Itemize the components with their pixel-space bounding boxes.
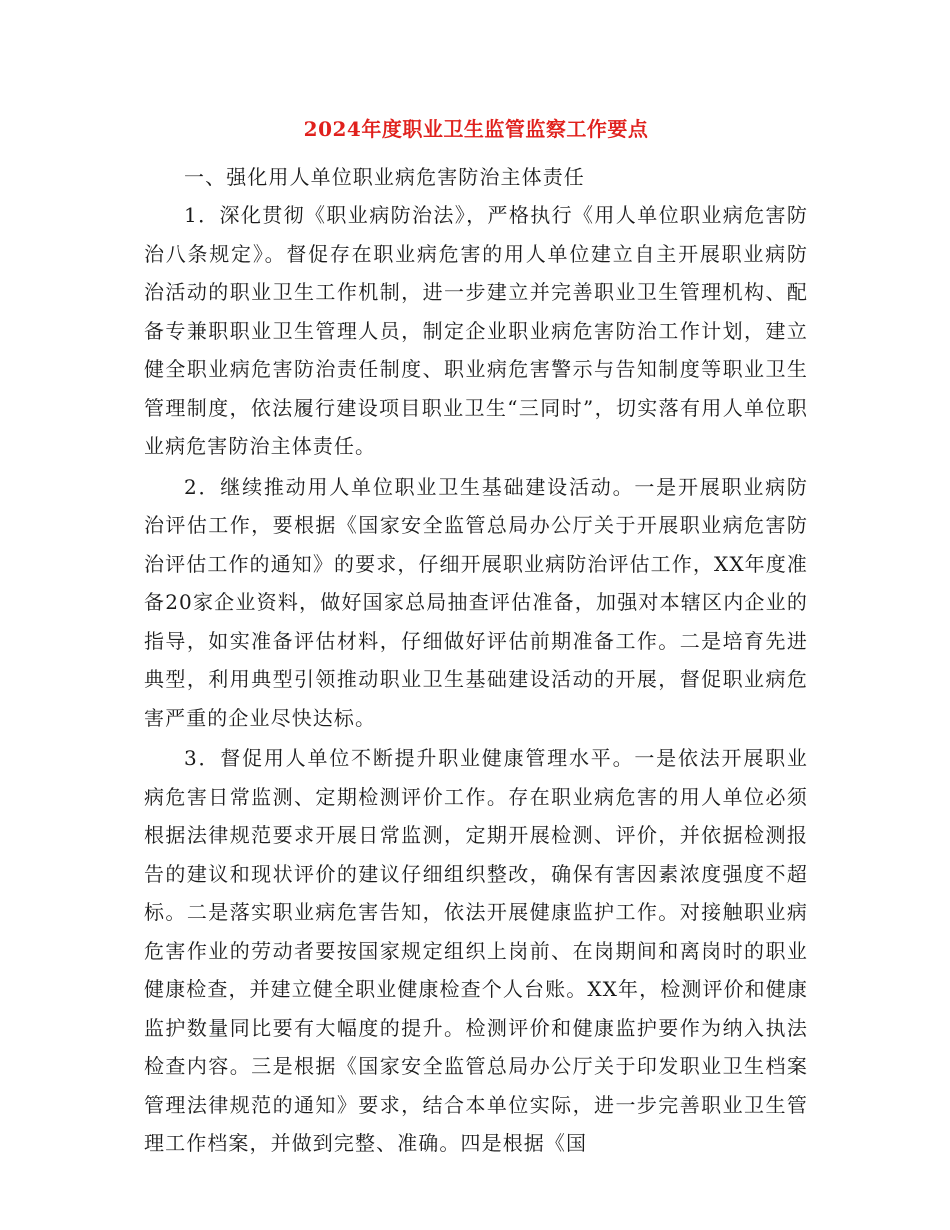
paragraph-1: 1．深化贯彻《职业病防治法》，严格执行《用人单位职业病危害防治八条规定》。督促存在职业病危害的用人单位建立自主开展职业病防治活动的职业卫生工作机制，进一步建立并完善职业卫生管理机构、配备专兼职职业卫生管理人员，制定企业职业病危害防治工作计划，建立健全职业病危害防治责任制度、职业病危害警示与告知制度等职业卫生管理制度，依法履行建设项目职业卫生“三同时”，切实落有用人单位职业病危害防治主体责任。 — [144, 203, 808, 458]
paragraph-3: 3．督促用人单位不断提升职业健康管理水平。一是依法开展职业病危害日常监测、定期检测评价工作。存在职业病危害的用人单位必须根据法律规范要求开展日常监测，定期开展检测、评价，并依据检测报告的建议和现状评价的建议仔细组织整改，确保有害因素浓度强度不超标。二是落实职业病危害告知，依法开展健康监护工作。对接触职业病危害作业的劳动者要按国家规定组织上岗前、在岗期间和离岗时的职业健康检查，并建立健全职业健康检查个人台账。XX年，检测评价和健康监护数量同比要有大幅度的提升。检测评价和健康监护要作为纳入执法检查内容。三是根据《国家安全监管总局办公厅关于印发职业卫生档案管理法律规范的通知》要求，结合本单位实际，进一步完善职业卫生管理工作档案，并做到完整、准确。四是根据《国 — [144, 746, 808, 1155]
section-heading: 一、强化用人单位职业病危害防治主体责任 — [184, 165, 585, 189]
document-title: 2024年度职业卫生监管监察工作要点 — [303, 117, 649, 141]
document-body — [144, 110, 808, 1165]
paragraph-2: 2．继续推动用人单位职业卫生基础建设活动。一是开展职业病防治评估工作，要根据《国家安全监管总局办公厅关于开展职业病危害防治评估工作的通知》的要求，仔细开展职业病防治评估工作，XX年度准备20家企业资料，做好国家总局抽查评估准备，加强对本辖区内企业的指导，如实准备评估材料，仔细做好评估前期准备工作。二是培育先进典型，利用典型引领推动职业卫生基础建设活动的开展，督促职业病危害严重的企业尽快达标。 — [144, 474, 808, 730]
